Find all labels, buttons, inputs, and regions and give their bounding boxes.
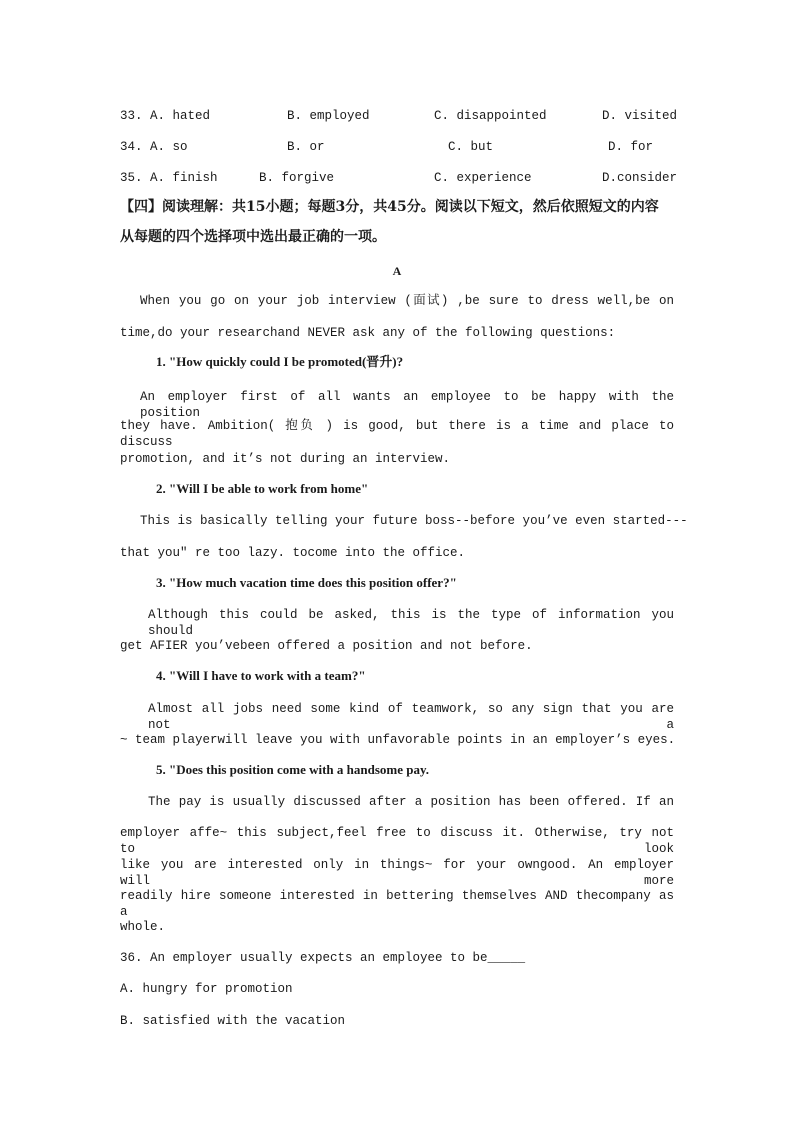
question-36-option-b: B. satisfied with the vacation <box>120 1014 346 1028</box>
item-5-line-5: whole. <box>120 920 166 934</box>
item-4-line-1: Almost all jobs need some kind of teamwork, so any sign that you are not a <box>148 702 674 732</box>
options-row-33 <box>120 108 678 124</box>
item-1-line-2: they have. Ambition( 抱负 ) is good, but there is a time and place to discuss <box>120 419 674 449</box>
section-heading-line-1: 【四】阅读理解：共15小题；每题3分，共45分。阅读以下短文，然后依照短文的内容 <box>120 199 659 215</box>
option-a: 34. A. so <box>120 140 188 154</box>
question-heading-2: 2. "Will I be able to work from home" <box>156 481 369 496</box>
item-5-line-2: employer affe~ this subject,feel free to discuss it. Otherwise, try not to look <box>120 826 674 856</box>
question-heading-3: 3. "How much vacation time does this position offer?" <box>156 575 457 590</box>
section-heading-line-2: 从每题的四个选择项中选出最正确的一项。 <box>120 229 386 245</box>
option-d: D. visited <box>602 109 678 123</box>
item-5-line-1: The pay is usually discussed after a position has been offered. If an <box>148 795 674 809</box>
option-c: C. disappointed <box>434 109 547 123</box>
option-a: 33. A. hated <box>120 109 211 123</box>
intro-line-1: When you go on your job interview (面试) ,be sure to dress well,be on <box>140 294 674 308</box>
option-b: B. or <box>287 140 325 154</box>
question-heading-5: 5. "Does this position come with a handsome pay. <box>156 762 430 777</box>
option-b: B. employed <box>287 109 370 123</box>
options-row-34 <box>120 139 674 155</box>
option-c: C. but <box>448 140 494 154</box>
item-5-line-4: readily hire someone interested in bettering themselves AND thecompany as a <box>120 889 674 919</box>
item-2-line-2: that you" re too lazy. tocome into the office. <box>120 546 466 560</box>
question-heading-1: 1. "How quickly could I be promoted(晋升)? <box>156 354 404 369</box>
option-d: D. for <box>608 140 654 154</box>
item-5-line-3: like you are interested only in things~ for your owngood. An employer will more <box>120 858 674 888</box>
option-a: 35. A. finish <box>120 171 218 185</box>
passage-label: A <box>392 264 402 278</box>
item-4-line-2: ~ team playerwill leave you with unfavorable points in an employer’s eyes. <box>120 733 676 747</box>
item-3-line-1: Although this could be asked, this is the type of information you should <box>148 608 674 638</box>
item-2-line-1: This is basically telling your future boss--before you’ve even started--- <box>140 514 688 528</box>
question-36-option-a: A. hungry for promotion <box>120 982 293 996</box>
option-b: B. forgive <box>259 171 335 185</box>
item-1-line-1: An employer first of all wants an employee to be happy with the position <box>140 390 674 420</box>
item-3-line-2: get AFIER you’vebeen offered a position and not before. <box>120 639 533 653</box>
question-heading-4: 4. "Will I have to work with a team?" <box>156 668 366 683</box>
intro-line-2: time,do your researchand NEVER ask any of the following questions: <box>120 326 616 340</box>
options-row-35 <box>120 170 678 186</box>
item-1-line-3: promotion, and it’s not during an interview. <box>120 452 451 466</box>
question-36-stem: 36. An employer usually expects an employee to be_____ <box>120 951 526 965</box>
option-c: C. experience <box>434 171 532 185</box>
option-d: D.consider <box>602 171 678 185</box>
